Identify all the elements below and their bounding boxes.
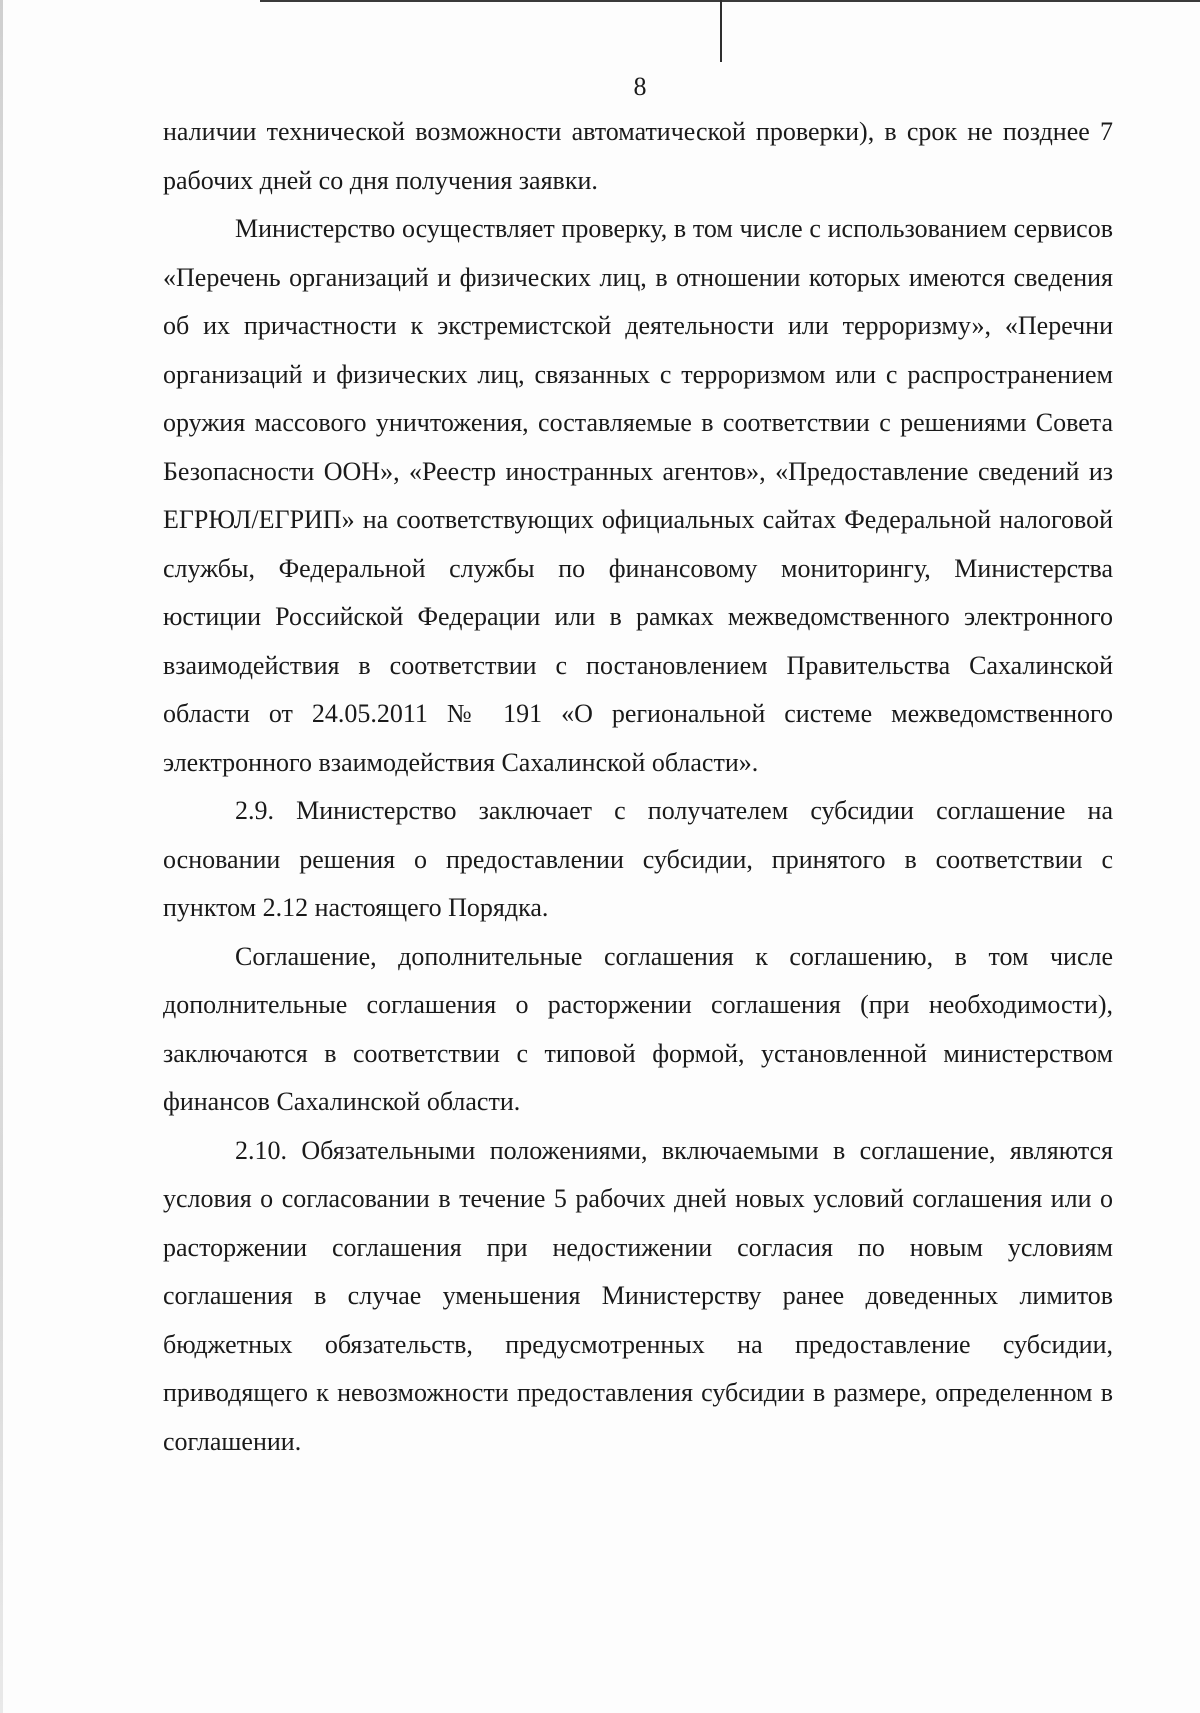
paragraph-2-10: 2.10. Обязательными положениями, включаемыми в соглашение, являются условия о согласовании в течение 5 рабочих дней новых условий соглашения или о расторжении соглашения при недостижении согласия по новым условиям соглашения в случае уменьшения Министерству ранее доведенных лимитов бюджетных обязательств, предусмотренных на предоставление субсидии, приводящего к невозможности предоставления субсидии в размере, определенном в соглашении.: [163, 1135, 1113, 1456]
paragraph-verification: Министерство осуществляет проверку, в том числе с использованием сервисов «Перечень организаций и физических лиц, в отношении которых имеются сведения об их причастности к экстремистской деятельности или терроризму», «Перечни организаций и физических лиц, связанных с терроризмом или с распространением оружия массового уничтожения, составляемые в соответствии с решениями Совета Безопасности ООН», «Реестр иностранных агентов», «Предоставление сведений из ЕГРЮЛ/ЕГРИП» на соответствующих официальных сайтах Федеральной налоговой службы, Федеральной службы по финансовому мониторингу, Министерства юстиции Российской Федерации или в рамках межведомственного электронного взаимодействия в соответствии с постановлением Правительства Сахалинской области от 24.05.2011 № 191 «О региональной системе межведомственного электронного взаимодействия Сахалинской области».: [163, 214, 1113, 777]
document-body: [163, 108, 1113, 1466]
paragraph-continuation: наличии технической возможности автоматической проверки), в срок не позднее 7 рабочих дней со дня получения заявки.: [163, 117, 1113, 195]
page-number: 8: [633, 72, 647, 101]
scan-left-edge: [0, 0, 3, 1713]
scan-top-edge: [260, 0, 1200, 2]
fold-mark: [720, 0, 722, 62]
paragraph-2-9: 2.9. Министерство заключает с получателем субсидии соглашение на основании решения о предоставлении субсидии, принятого в соответствии с пунктом 2.12 настоящего Порядка.: [163, 796, 1113, 922]
paragraph-agreement: Соглашение, дополнительные соглашения к соглашению, в том числе дополнительные соглашения о расторжении соглашения (при необходимости), заключаются в соответствии с типовой формой, установленной министерством финансов Сахалинской области.: [163, 941, 1113, 1116]
